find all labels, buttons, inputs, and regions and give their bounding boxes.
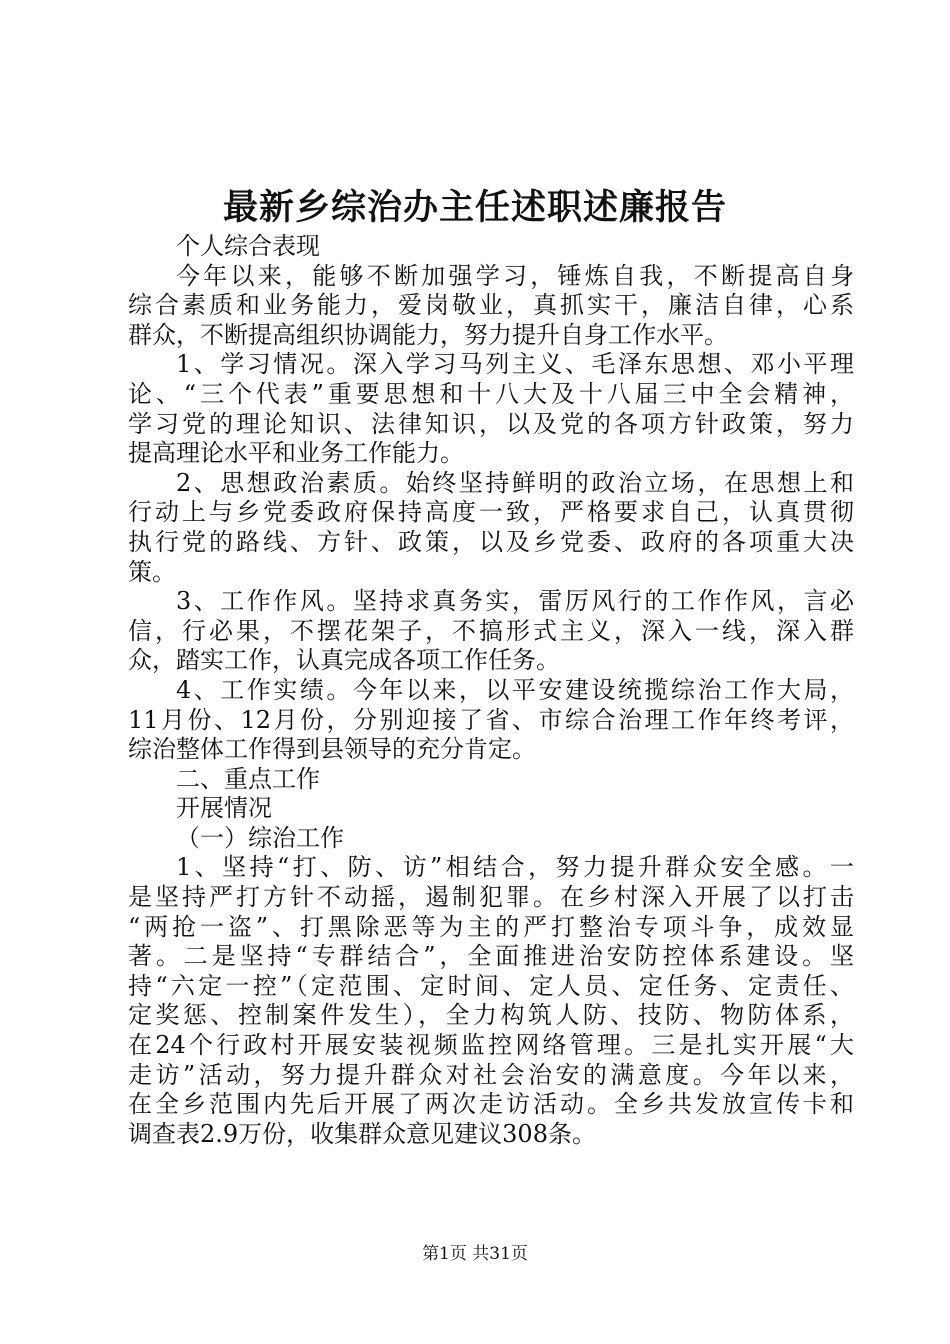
document-title: 最新乡综治办主任述职述廉报告 bbox=[222, 187, 727, 228]
body-line: 学习党的理论知识、法律知识，以及党的各项方针政策，努力 bbox=[128, 409, 854, 438]
body-line: 是坚持严打方针不动摇，遏制犯罪。在乡村深入开展了以打击 bbox=[128, 883, 854, 912]
body-line: 执行党的路线、方针、政策，以及乡党委、政府的各项重大决 bbox=[128, 527, 854, 556]
body-line: 1、学习情况。深入学习马列主义、毛泽东思想、邓小平理 bbox=[176, 350, 854, 379]
body-line: （一）综治工作 bbox=[176, 823, 344, 852]
body-line: 论、“三个代表”重要思想和十八大及十八届三中全会精神， bbox=[128, 379, 854, 408]
body-line: 策。 bbox=[128, 557, 176, 586]
body-line: 著。二是坚持“专群结合”，全面推进治安防控体系建设。坚 bbox=[128, 942, 854, 971]
body-line: 今年以来，能够不断加强学习，锤炼自我，不断提高自身 bbox=[176, 261, 854, 290]
body-line: 信，行必果，不摆花架子，不搞形式主义，深入一线，深入群 bbox=[128, 616, 854, 645]
body-line: 行动上与乡党委政府保持高度一致，严格要求自己，认真贯彻 bbox=[128, 498, 854, 527]
body-line: 11月份、12月份，分别迎接了省、市综合治理工作年终考评， bbox=[128, 705, 854, 734]
document-body bbox=[128, 232, 854, 1149]
body-line: 4、工作实绩。今年以来，以平安建设统揽综治工作大局， bbox=[176, 675, 854, 704]
body-line: 群众，不断提高组织协调能力，努力提升自身工作水平。 bbox=[128, 320, 728, 349]
body-line: 综合素质和业务能力，爱岗敬业，真抓实干，廉洁自律，心系 bbox=[128, 291, 854, 320]
body-line: 综治整体工作得到县领导的充分肯定。 bbox=[128, 735, 536, 764]
body-line: 定奖惩、控制案件发生），全力构筑人防、技防、物防体系， bbox=[128, 1001, 854, 1030]
page-footer: 第1页 共31页 bbox=[422, 1244, 528, 1264]
body-line: 在24个行政村开展安装视频监控网络管理。三是扎实开展“大 bbox=[128, 1031, 854, 1060]
body-line: “两抢一盗”、打黑除恶等为主的严打整治专项斗争，成效显 bbox=[128, 912, 854, 941]
body-line: 持“六定一控”（定范围、定时间、定人员、定任务、定责任、 bbox=[128, 971, 854, 1000]
body-line: 众，踏实工作，认真完成各项工作任务。 bbox=[128, 646, 560, 675]
body-line: 1、坚持“打、防、访”相结合，努力提升群众安全感。一 bbox=[176, 853, 854, 882]
body-line: 2、思想政治素质。始终坚持鲜明的政治立场，在思想上和 bbox=[176, 468, 854, 497]
body-line: 个人综合表现 bbox=[176, 232, 320, 260]
body-line: 3、工作作风。坚持求真务实，雷厉风行的工作作风，言必 bbox=[176, 587, 854, 616]
body-line: 走访”活动，努力提升群众对社会治安的满意度。今年以来， bbox=[128, 1060, 854, 1089]
body-line: 开展情况 bbox=[176, 794, 272, 823]
body-line: 二、重点工作 bbox=[176, 764, 320, 793]
body-line: 调查表2.9万份，收集群众意见建议308条。 bbox=[128, 1119, 596, 1148]
body-line: 在全乡范围内先后开展了两次走访活动。全乡共发放宣传卡和 bbox=[128, 1090, 854, 1119]
body-line: 提高理论水平和业务工作能力。 bbox=[128, 439, 464, 468]
